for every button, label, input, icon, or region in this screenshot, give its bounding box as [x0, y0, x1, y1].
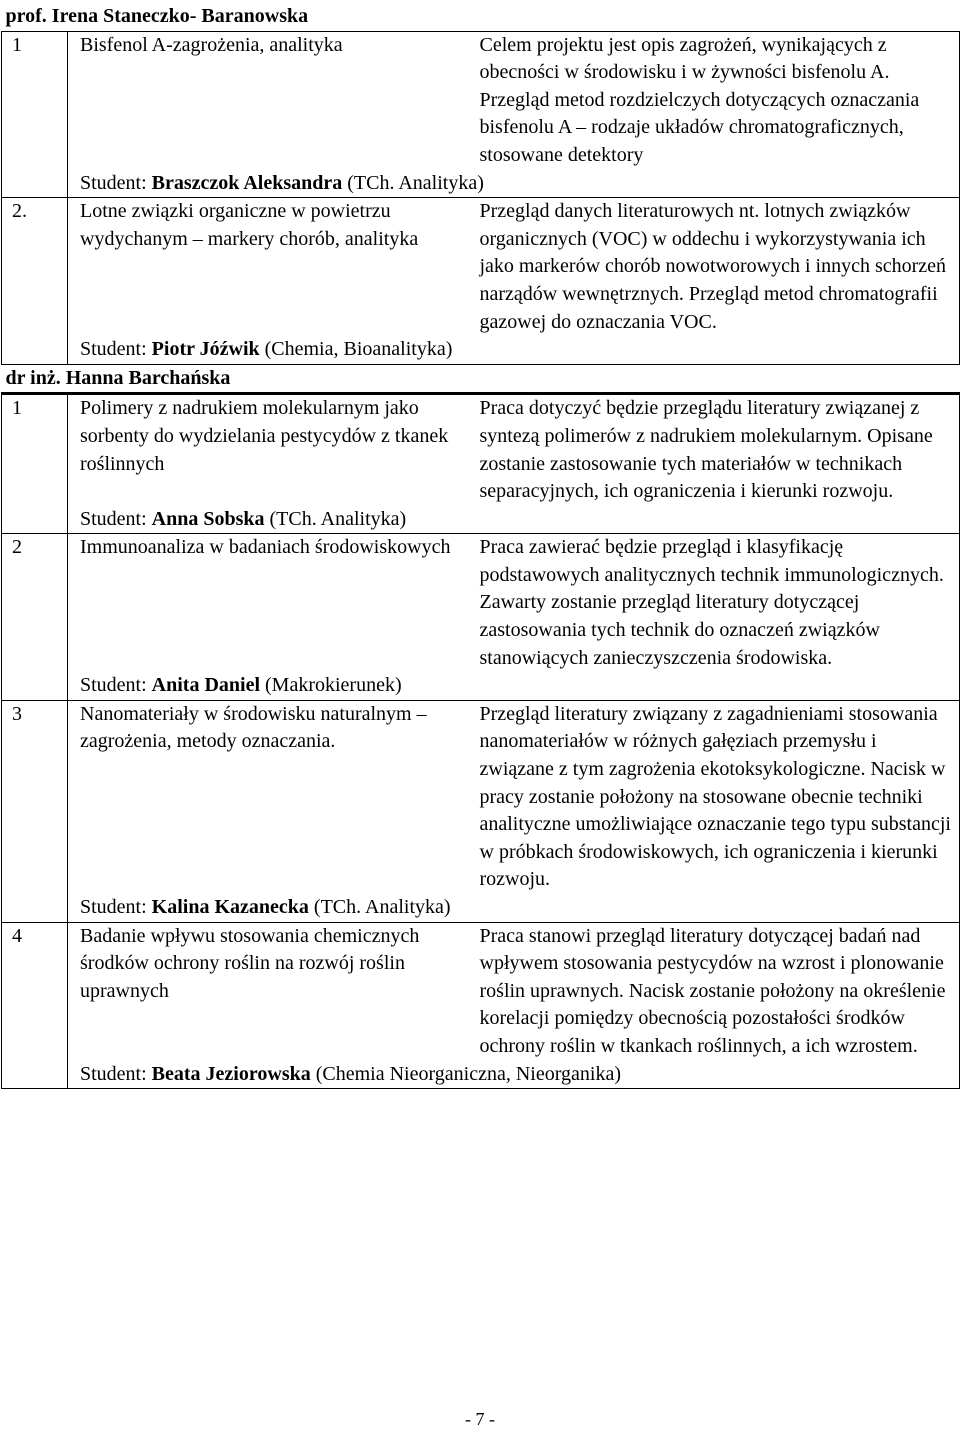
topic-number: 1	[2, 31, 68, 169]
student-name: Anna Sobska	[151, 507, 265, 530]
student-info	[68, 894, 960, 922]
student-label: Student:	[80, 507, 147, 530]
topic-description: Przegląd literatury związany z zagadnieniami stosowania nanomateriałów w różnych gałęziach przemysłu i związane z tym zagrożenia ekotoksykologiczne. Nacisk w pracy zostanie położony na stosowane obecnie techniki analityczne umożliwiające oznaczanie tego typu substancji w próbkach środowiskowych, ich ograniczenia i kierunki rozwoju.	[472, 700, 960, 894]
topic-title: Polimery z nadrukiem molekularnym jako sorbenty do wydzielania pestycydów z tkanek roślinnych	[68, 394, 472, 506]
topic-title: Nanomateriały w środowisku naturalnym – zagrożenia, metody oznaczania.	[80, 702, 427, 753]
topic-row	[2, 922, 960, 1060]
student-row	[2, 336, 960, 364]
topic-description: Przegląd danych literaturowych nt. lotnych związków organicznych (VOC) w oddechu i wykorzystywania ich jako markerów chorób nowotworowych i innych schorzeń narządów wewnętrznych. Przegląd metod chromatografii gazowej do oznaczania VOC.	[472, 198, 960, 336]
student-row	[2, 894, 960, 922]
topic-number: 3	[2, 700, 68, 894]
student-label: Student:	[80, 674, 147, 697]
student-program: (TCh. Analityka)	[269, 507, 407, 530]
topic-row	[2, 700, 960, 894]
student-name: Beata Jeziorowska	[151, 1062, 311, 1085]
topic-row	[2, 394, 960, 506]
student-name: Anita Daniel	[151, 674, 261, 697]
topic-number: 2.	[2, 198, 68, 336]
topic-number: 2	[2, 534, 68, 672]
topic-description: Praca stanowi przegląd literatury dotyczącej badań nad wpływem stosowania pestycydów na wzrost i plonowanie roślin uprawnych. Nacisk zostanie położony na określenie korelacji pomiędzy obecnością pozostałości środków ochrony roślin w tkankach roślinnych, a ich wzrostem.	[472, 922, 960, 1060]
student-row	[2, 170, 960, 198]
student-info	[68, 170, 960, 198]
student-label: Student:	[80, 896, 147, 918]
student-info	[68, 506, 960, 534]
student-info	[68, 336, 960, 364]
topic-row	[2, 198, 960, 336]
topic-title: Bisfenol A-zagrożenia, analityka	[68, 31, 472, 169]
topic-description: Praca zawierać będzie przegląd i klasyfikację podstawowych analitycznych technik immunologicznych. Zawarty zostanie przegląd literatury dotyczącej zastosowania tych technik do oznaczeń związków stanowiących zanieczyszczenia środowiska.	[472, 534, 960, 672]
supervisor-name: dr inż. Hanna Barchańska	[5, 366, 231, 389]
page-number: - 7 -	[465, 1409, 495, 1429]
topic-row	[2, 534, 960, 672]
student-label: Student:	[80, 171, 147, 194]
student-row	[2, 672, 960, 700]
topic-title: Immunoanaliza w badaniach środowiskowych	[80, 536, 451, 559]
student-row	[2, 1061, 960, 1089]
student-name: Braszczok Aleksandra	[151, 171, 343, 194]
student-name: Piotr Jóźwik	[151, 338, 260, 361]
student-label: Student:	[80, 338, 147, 361]
student-program: (Chemia Nieorganiczna, Nieorganika)	[315, 1062, 621, 1085]
student-label: Student:	[80, 1062, 147, 1085]
student-row	[2, 506, 960, 534]
topic-title: Badanie wpływu stosowania chemicznych środków ochrony roślin na rozwój roślin uprawnych	[80, 924, 420, 1002]
topic-number: 4	[2, 922, 68, 1060]
supervisor-row	[2, 3, 960, 31]
topic-description: Praca dotyczyć będzie przeglądu literatury związanej z syntezą polimerów z nadrukiem molekularnym. Opisane zostanie zastosowanie tych materiałów w technikach separacyjnych, ich ograniczenia i kierunki rozwoju.	[472, 394, 960, 506]
topic-title: Lotne związki organiczne w powietrzu wydychanym – markery chorób, analityka	[80, 200, 419, 250]
supervisor-name: prof. Irena Staneczko- Baranowska	[5, 5, 309, 27]
student-program: (Makrokierunek)	[265, 674, 402, 697]
student-program: (Chemia, Bioanalityka)	[264, 338, 453, 361]
supervisor-row	[2, 364, 960, 394]
student-info	[68, 1061, 960, 1089]
student-name: Kalina Kazanecka	[151, 896, 309, 918]
topics-table	[1, 3, 960, 1089]
topic-number: 1	[2, 394, 68, 506]
topic-row	[2, 31, 960, 169]
student-program: (TCh. Analityka)	[347, 171, 484, 194]
student-program: (TCh. Analityka)	[313, 896, 451, 918]
student-info	[68, 672, 960, 700]
topic-description: Celem projektu jest opis zagrożeń, wynikających z obecności w środowisku i w żywności bisfenolu A. Przegląd metod rozdzielczych dotyczących oznaczania bisfenolu A – rodzaje układów chromatograficznych, stosowane detektory	[472, 31, 960, 169]
